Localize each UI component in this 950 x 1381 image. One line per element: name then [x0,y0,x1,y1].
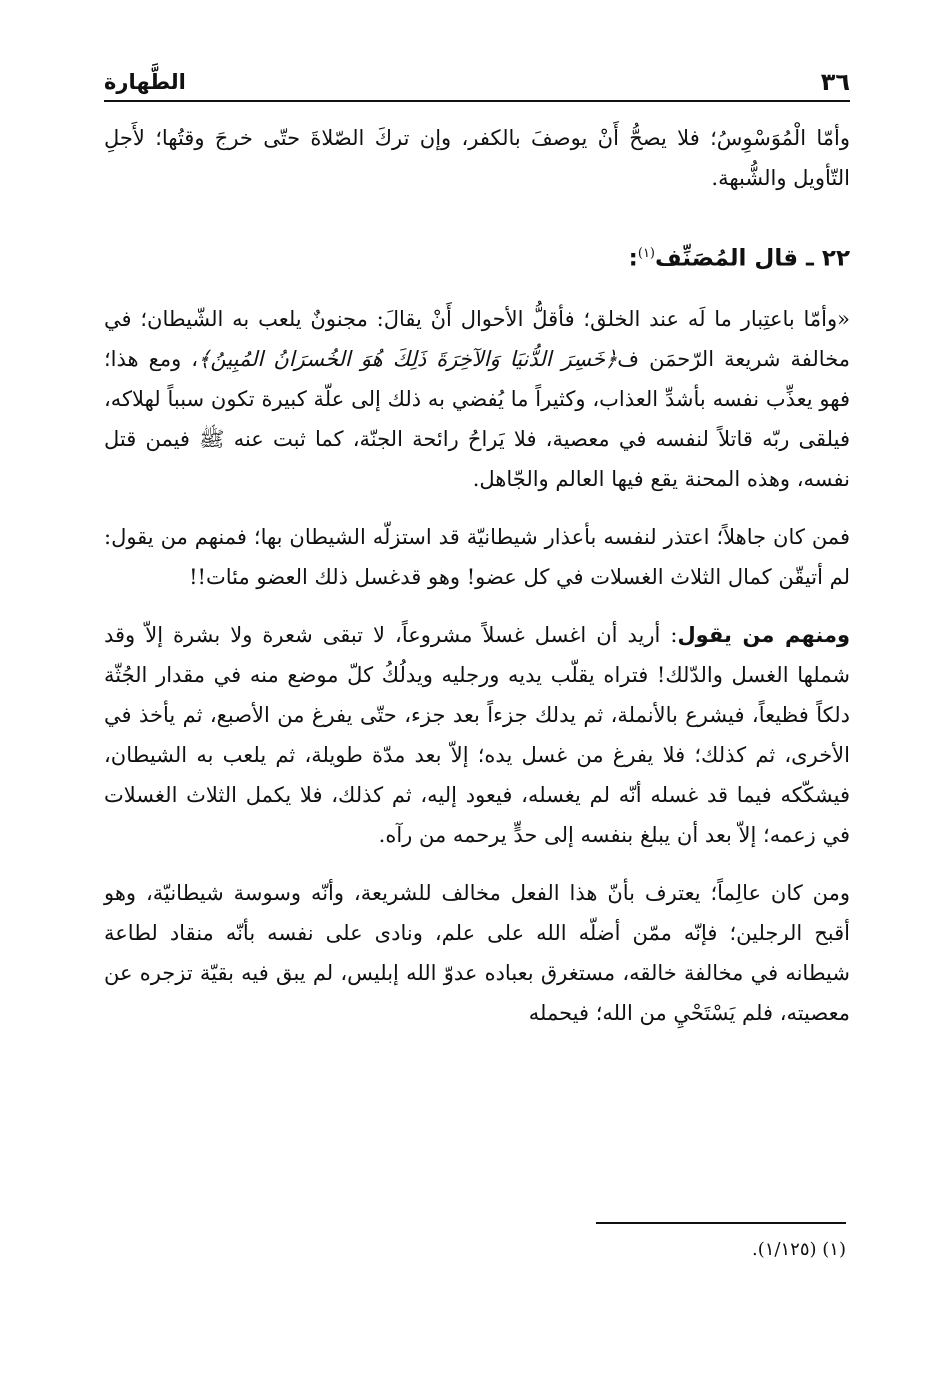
page-number: ٣٦ [820,68,850,96]
page-header [104,60,850,102]
footnote-divider [596,1222,846,1224]
paragraph-some-say [104,615,850,855]
paragraph-ignorant: فمن كان جاهلاً؛ اعتذر لنفسه بأعذار شيطانيّة قد استزلّه الشيطان بها؛ فمنهم من يقول: لم أتيقّن كمال الثلاث الغسلات في كل عضو! وهو قدغسل ذلك العضو مئات!! [104,524,850,589]
running-title: الطَّهارة [104,70,186,94]
quran-verse: ﴿خَسِرَ الدُّنيَا وَالآخِرَةَ ذَلِكَ هُوَ الخُسرَانُ المُبِينُ﴾ [198,346,618,371]
paragraph-some-say-text: : أريد أن اغسل غسلاً مشروعاً، لا تبقى شعرة ولا بشرة إلاّ وقد شملها الغسل والدّلك! فتراه يقلّب يديه ورجليه ويدلُكُ كلّ موضع منه في مقدار الجُثّة دلكاً فظيعاً، فيشرع بالأنملة، ثم يدلك جزءاً بعد جزء، حتّى يفرغ من الأصبع، ثم يأخذ في الأخرى، ثم كذلك؛ فلا يفرغ من غسل يده؛ إلاّ بعد مدّة طويلة، ثم يلعب به الشيطان، فيشكّكه فيما قد غسله أنّه لم يغسله، فيعود إليه، ثم كذلك، فلا يكمل الثلاث الغسلات في زعمه؛ إلاّ بعد أن يبلغ بنفسه إلى حدٍّ يرحمه من رآه. [104,622,850,847]
section-heading [104,234,850,279]
section-title: ٢٢ ـ قال المُصَنِّف [655,245,850,272]
paragraph-lead-phrase: ومنهم من يقول [677,622,850,647]
footnote: (١) (١/١٢٥). [752,1239,846,1260]
book-page [104,60,850,1033]
intro-paragraph: وأمّا الْمُوَسْوِسُ؛ فلا يصحُّ أَنْ يوصفَ بالكفر، وإن تركَ الصّلاةَ حتّى خرجَ وقتُها؛ لأَجلِ التّأويل والشُّبهة. [104,126,850,190]
section-title-colon: : [628,245,638,272]
quote-text-before-verse: «وأمّا باعتِبار ما لَه عند الخلق؛ فأقلُّ الأحوال أَنْ يقالَ: مجنونٌ يلعب به الشّيطان؛ في مخالفة شريعة الرّحمَن ف [104,306,851,371]
quote-text-after-verse: ، ومع هذا؛ فهو يعذِّب نفسه بأشدِّ العذاب، وكثيراً ما يُفضي به ذلك إلى علّة كبيرة تكون سبباً لهلاكه، فيلقى ربّه قاتلاً لنفسه في معصية، فلا يَراحُ رائحة الجنّة، كما ثبت عنه ﷺ فيمن قتل نفسه، وهذه المحنة يقع فيها العالم والجّاهل. [104,346,850,491]
footnote-reference: (١) [637,246,655,261]
paragraph-scholar: ومن كان عالِماً؛ يعترف بأنّ هذا الفعل مخالف للشريعة، وأنّه وسوسة شيطانيّة، وهو أقبح الرجلين؛ فإنّه ممّن أضلّه الله على علم، ونادى على نفسه بأنّه منقاد لطاعة شيطانه في مخالفة خالقه، مستغرق بعباده عدوّ الله إبليس، لم يبق فيه بقيّة تزجره عن معصيته، فلم يَسْتَحْيِ من الله؛ فيحمله [104,880,850,1025]
quoted-paragraph [104,299,850,499]
